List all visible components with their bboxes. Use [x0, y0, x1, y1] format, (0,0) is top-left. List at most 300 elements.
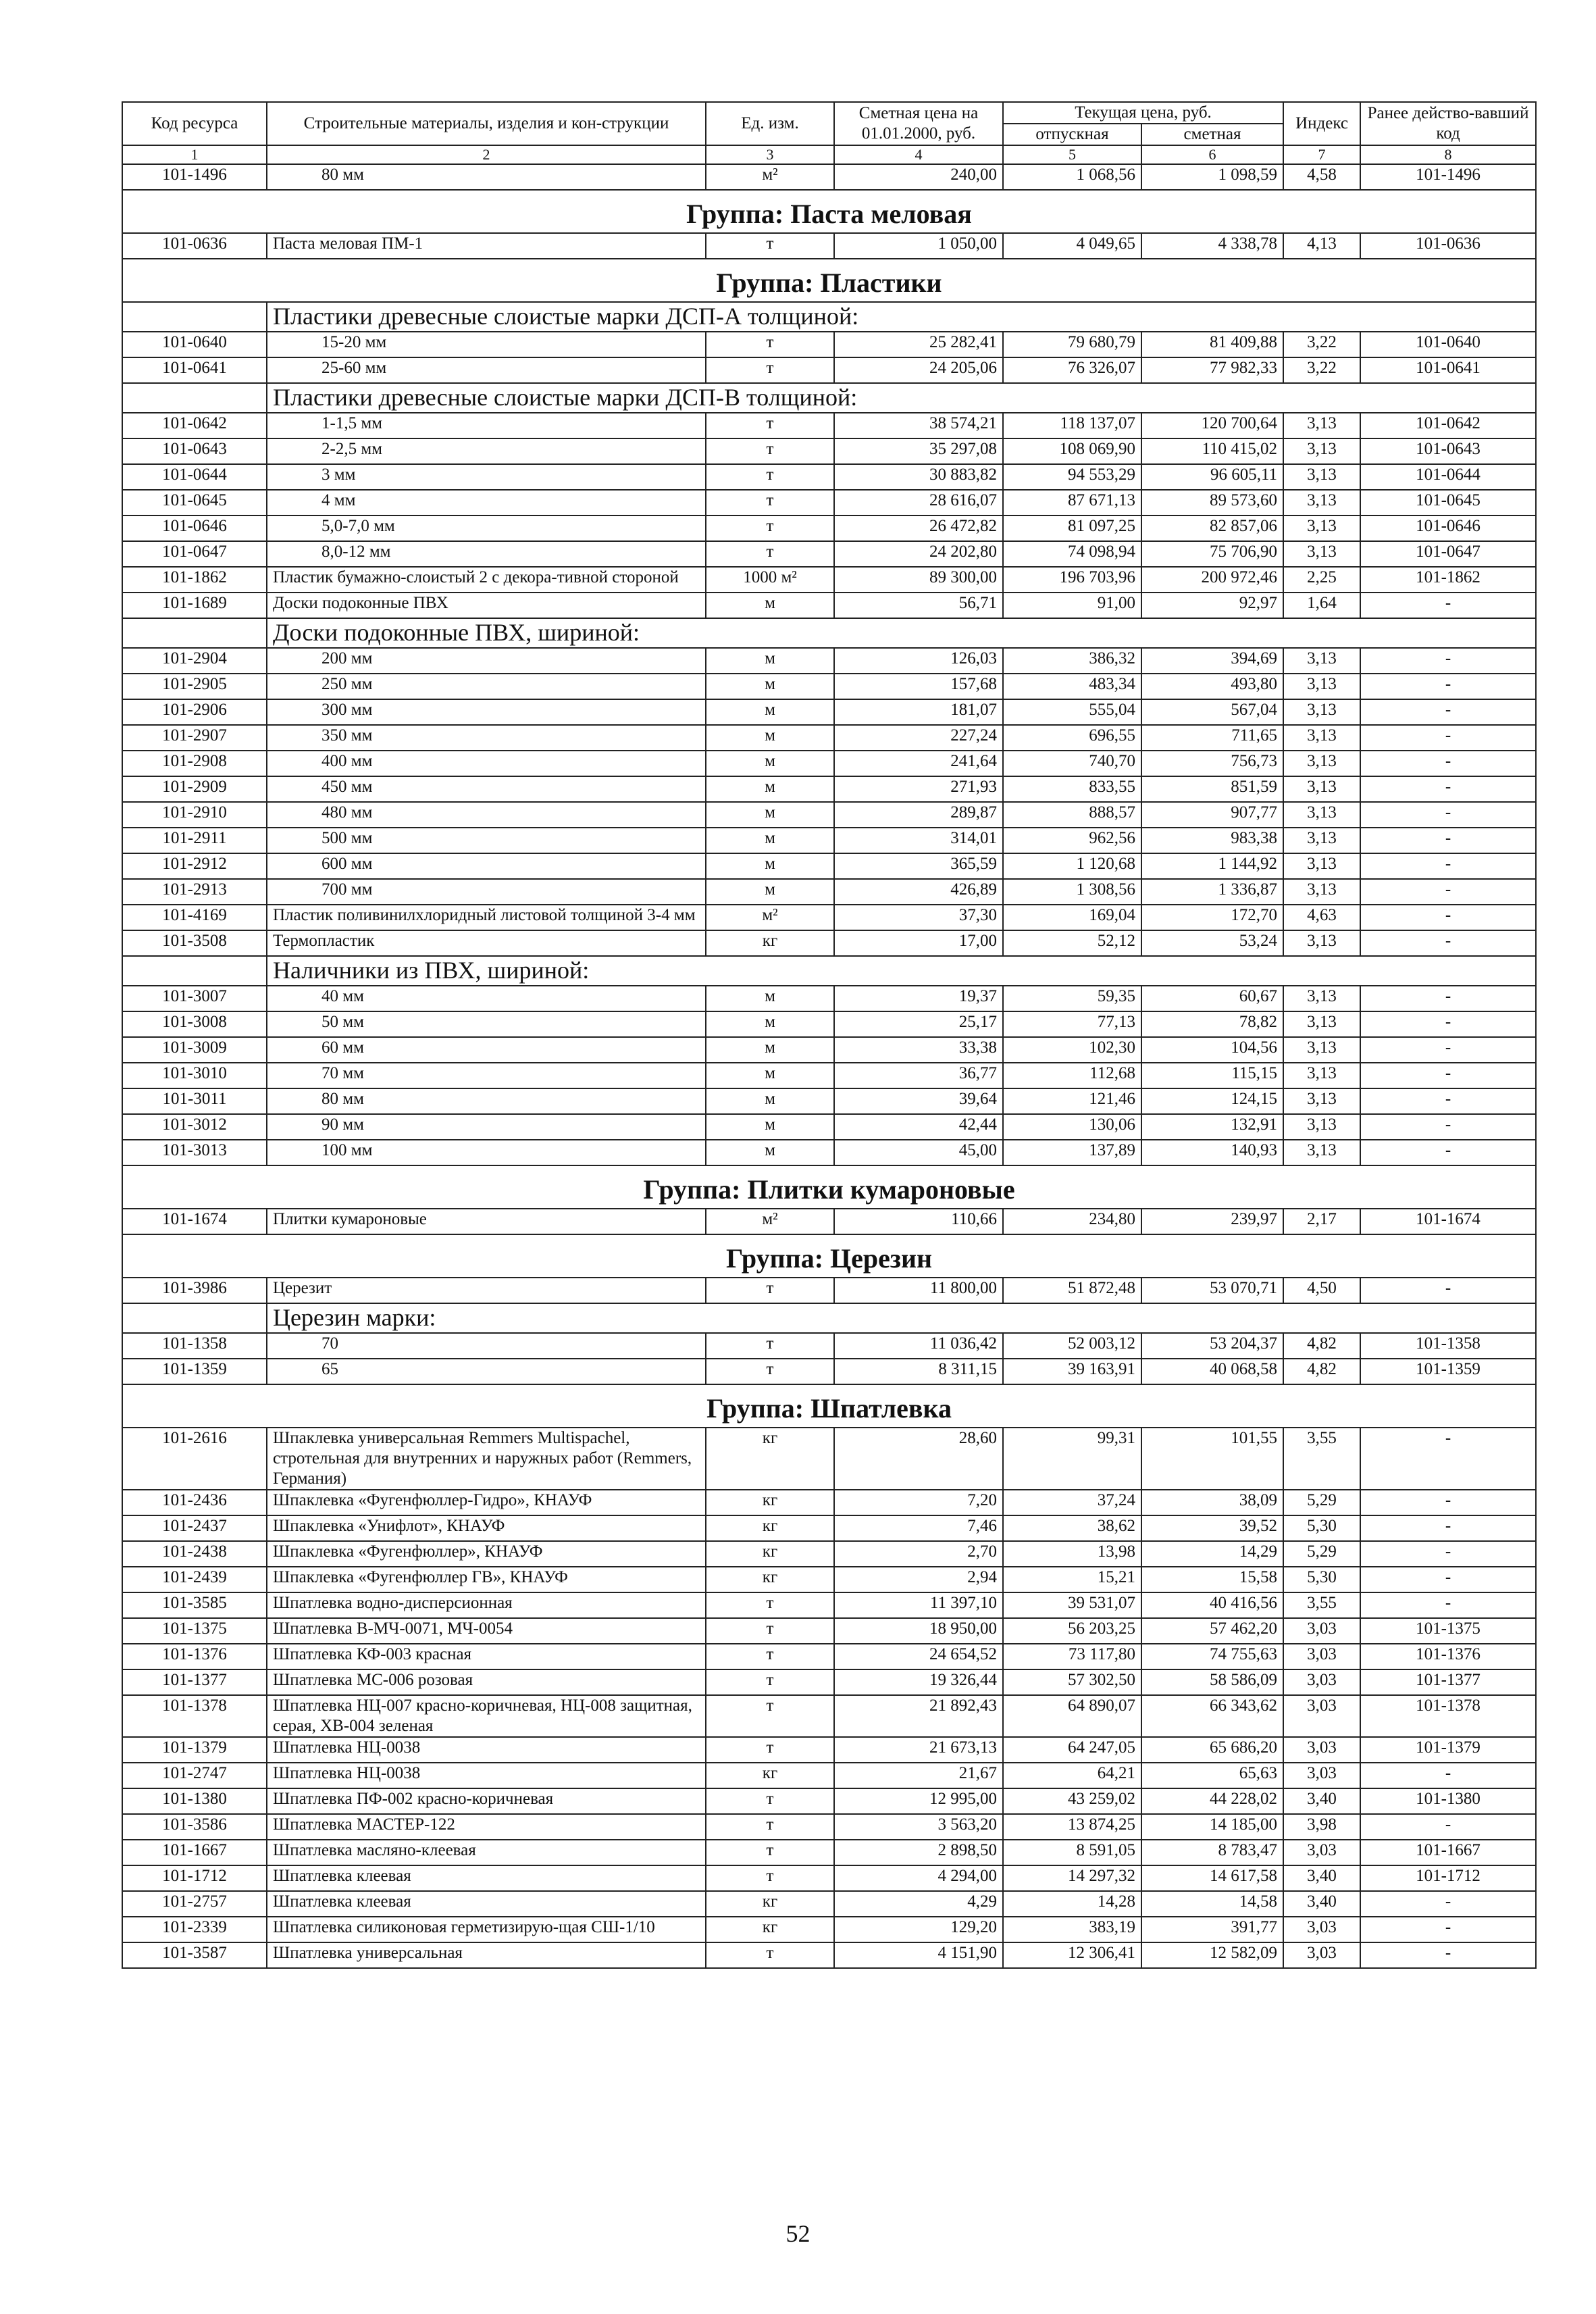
cell-prev-code: 101-0644	[1360, 464, 1536, 490]
cell-unit: м	[706, 1037, 834, 1063]
cell-estimate-price: 15,58	[1141, 1567, 1283, 1592]
cell-base-price: 24 205,06	[834, 357, 1003, 383]
cell-release-price: 108 069,90	[1003, 438, 1141, 464]
cell-release-price: 383,19	[1003, 1917, 1141, 1942]
cell-estimate-price: 96 605,11	[1141, 464, 1283, 490]
table-row	[122, 802, 1536, 828]
cell-estimate-price: 1 098,59	[1141, 164, 1283, 190]
table-row	[122, 828, 1536, 853]
table-row	[122, 1917, 1536, 1942]
cell-index: 3,13	[1283, 1037, 1360, 1063]
cell-release-price: 102,30	[1003, 1037, 1141, 1063]
table-row	[122, 1644, 1536, 1669]
cell-resource-code: 101-1712	[122, 1865, 267, 1891]
cell-estimate-price: 39,52	[1141, 1515, 1283, 1541]
cell-index: 3,13	[1283, 930, 1360, 956]
cell-estimate-price: 57 462,20	[1141, 1618, 1283, 1644]
cell-prev-code: -	[1360, 905, 1536, 930]
cell-index: 4,13	[1283, 233, 1360, 259]
cell-unit: т	[706, 541, 834, 567]
cell-prev-code: 101-1359	[1360, 1359, 1536, 1384]
cell-base-price: 241,64	[834, 751, 1003, 776]
cell-index: 4,82	[1283, 1359, 1360, 1384]
cell-resource-code: 101-0641	[122, 357, 267, 383]
cell-prev-code: -	[1360, 1891, 1536, 1917]
table-body	[122, 164, 1536, 1968]
cell-resource-code: 101-2904	[122, 648, 267, 674]
cell-release-price: 57 302,50	[1003, 1669, 1141, 1695]
cell-release-price: 74 098,94	[1003, 541, 1141, 567]
cell-release-price: 81 097,25	[1003, 515, 1141, 541]
cell-prev-code: 101-0647	[1360, 541, 1536, 567]
cell-unit: т	[706, 332, 834, 357]
cell-estimate-price: 132,91	[1141, 1114, 1283, 1140]
subgroup-heading: Церезин марки:	[267, 1303, 1536, 1333]
cell-material-name: 700 мм	[267, 879, 706, 905]
cell-prev-code: -	[1360, 930, 1536, 956]
cell-estimate-price: 567,04	[1141, 699, 1283, 725]
cell-index: 3,13	[1283, 1140, 1360, 1165]
table-row	[122, 490, 1536, 515]
cell-release-price: 76 326,07	[1003, 357, 1141, 383]
cell-prev-code: -	[1360, 802, 1536, 828]
subgroup-spacer	[122, 956, 267, 986]
cell-estimate-price: 756,73	[1141, 751, 1283, 776]
cell-resource-code: 101-0640	[122, 332, 267, 357]
cell-material-name: 60 мм	[267, 1037, 706, 1063]
cell-prev-code: 101-1378	[1360, 1695, 1536, 1737]
cell-resource-code: 101-3012	[122, 1114, 267, 1140]
cell-material-name: 5,0-7,0 мм	[267, 515, 706, 541]
cell-unit: м²	[706, 1209, 834, 1234]
cell-unit: т	[706, 515, 834, 541]
cell-material-name: 80 мм	[267, 164, 706, 190]
cell-prev-code: 101-1862	[1360, 567, 1536, 593]
cell-estimate-price: 74 755,63	[1141, 1644, 1283, 1669]
subgroup-heading: Наличники из ПВХ, шириной:	[267, 956, 1536, 986]
cell-resource-code: 101-0644	[122, 464, 267, 490]
subgroup-spacer	[122, 383, 267, 413]
cell-base-price: 110,66	[834, 1209, 1003, 1234]
cell-estimate-price: 81 409,88	[1141, 332, 1283, 357]
cell-release-price: 77,13	[1003, 1011, 1141, 1037]
cell-unit: м	[706, 1140, 834, 1165]
cell-index: 3,03	[1283, 1669, 1360, 1695]
table-row	[122, 1140, 1536, 1165]
cell-estimate-price: 851,59	[1141, 776, 1283, 802]
cell-prev-code: -	[1360, 1278, 1536, 1303]
cell-unit: м	[706, 986, 834, 1011]
cell-release-price: 8 591,05	[1003, 1840, 1141, 1865]
cell-release-price: 39 531,07	[1003, 1592, 1141, 1618]
cell-material-name: Шпатлевка МАСТЕР-122	[267, 1814, 706, 1840]
cell-material-name: 500 мм	[267, 828, 706, 853]
cell-material-name: Шпатлевка НЦ-0038	[267, 1737, 706, 1763]
cell-base-price: 2,94	[834, 1567, 1003, 1592]
cell-base-price: 21,67	[834, 1763, 1003, 1788]
cell-unit: м	[706, 1063, 834, 1088]
cell-base-price: 227,24	[834, 725, 1003, 751]
table-row	[122, 1209, 1536, 1234]
header-materials: Строительные материалы, изделия и кон-струкции	[267, 102, 706, 145]
header-unit: Ед. изм.	[706, 102, 834, 145]
cell-release-price: 13 874,25	[1003, 1814, 1141, 1840]
cell-index: 3,13	[1283, 802, 1360, 828]
cell-base-price: 89 300,00	[834, 567, 1003, 593]
cell-resource-code: 101-3586	[122, 1814, 267, 1840]
cell-unit: м	[706, 828, 834, 853]
table-row	[122, 1541, 1536, 1567]
cell-resource-code: 101-1376	[122, 1644, 267, 1669]
cell-base-price: 157,68	[834, 674, 1003, 699]
cell-estimate-price: 53 070,71	[1141, 1278, 1283, 1303]
cell-prev-code: -	[1360, 1063, 1536, 1088]
cell-unit: м	[706, 699, 834, 725]
cell-release-price: 51 872,48	[1003, 1278, 1141, 1303]
cell-prev-code: -	[1360, 648, 1536, 674]
cell-index: 3,03	[1283, 1737, 1360, 1763]
cell-material-name: 480 мм	[267, 802, 706, 828]
cell-unit: 1000 м²	[706, 567, 834, 593]
cell-prev-code: -	[1360, 1037, 1536, 1063]
cell-resource-code: 101-1667	[122, 1840, 267, 1865]
cell-resource-code: 101-1359	[122, 1359, 267, 1384]
cell-prev-code: 101-0643	[1360, 438, 1536, 464]
group-heading: Группа: Плитки кумароновые	[122, 1165, 1536, 1209]
cell-unit: т	[706, 1865, 834, 1891]
cell-material-name: 2-2,5 мм	[267, 438, 706, 464]
cell-index: 3,13	[1283, 751, 1360, 776]
cell-resource-code: 101-1358	[122, 1333, 267, 1359]
cell-estimate-price: 53 204,37	[1141, 1333, 1283, 1359]
cell-unit: т	[706, 464, 834, 490]
cell-base-price: 28,60	[834, 1428, 1003, 1490]
cell-unit: т	[706, 490, 834, 515]
cell-release-price: 13,98	[1003, 1541, 1141, 1567]
cell-release-price: 52,12	[1003, 930, 1141, 956]
cell-release-price: 169,04	[1003, 905, 1141, 930]
cell-resource-code: 101-2908	[122, 751, 267, 776]
cell-base-price: 11 397,10	[834, 1592, 1003, 1618]
cell-unit: т	[706, 1814, 834, 1840]
cell-base-price: 39,64	[834, 1088, 1003, 1114]
cell-resource-code: 101-3008	[122, 1011, 267, 1037]
cell-material-name: Церезит	[267, 1278, 706, 1303]
cell-index: 4,58	[1283, 164, 1360, 190]
cell-base-price: 38 574,21	[834, 413, 1003, 438]
table-row	[122, 1359, 1536, 1384]
table-row	[122, 1865, 1536, 1891]
cell-resource-code: 101-2436	[122, 1490, 267, 1515]
cell-estimate-price: 12 582,09	[1141, 1942, 1283, 1968]
cell-unit: м	[706, 853, 834, 879]
cell-material-name: Шпаклевка универсальная Remmers Multispachel, стротельная для внутренних и наружных работ (Remmers, Германия)	[267, 1428, 706, 1490]
table-row	[122, 1695, 1536, 1737]
table-row	[122, 853, 1536, 879]
cell-prev-code: 101-0640	[1360, 332, 1536, 357]
cell-resource-code: 101-4169	[122, 905, 267, 930]
cell-base-price: 8 311,15	[834, 1359, 1003, 1384]
cell-base-price: 17,00	[834, 930, 1003, 956]
cell-resource-code: 101-1674	[122, 1209, 267, 1234]
cell-release-price: 64,21	[1003, 1763, 1141, 1788]
cell-base-price: 37,30	[834, 905, 1003, 930]
cell-base-price: 365,59	[834, 853, 1003, 879]
cell-index: 5,30	[1283, 1567, 1360, 1592]
table-row	[122, 164, 1536, 190]
cell-prev-code: -	[1360, 1763, 1536, 1788]
cell-prev-code: -	[1360, 776, 1536, 802]
cell-unit: м²	[706, 905, 834, 930]
cell-base-price: 26 472,82	[834, 515, 1003, 541]
group-heading: Группа: Пластики	[122, 259, 1536, 302]
table-row	[122, 1763, 1536, 1788]
cell-estimate-price: 115,15	[1141, 1063, 1283, 1088]
cell-index: 5,30	[1283, 1515, 1360, 1541]
group-heading-row	[122, 1165, 1536, 1209]
cell-unit: кг	[706, 1763, 834, 1788]
cell-unit: т	[706, 413, 834, 438]
cell-release-price: 118 137,07	[1003, 413, 1141, 438]
cell-unit: т	[706, 1737, 834, 1763]
cell-resource-code: 101-3007	[122, 986, 267, 1011]
subgroup-heading: Пластики древесные слоистые марки ДСП-В толщиной:	[267, 383, 1536, 413]
table-row	[122, 515, 1536, 541]
cell-material-name: Термопластик	[267, 930, 706, 956]
header-release-price: отпускная	[1003, 124, 1141, 145]
cell-base-price: 126,03	[834, 648, 1003, 674]
subgroup-spacer	[122, 618, 267, 648]
cell-release-price: 137,89	[1003, 1140, 1141, 1165]
cell-base-price: 2,70	[834, 1541, 1003, 1567]
cell-release-price: 91,00	[1003, 593, 1141, 618]
cell-release-price: 1 120,68	[1003, 853, 1141, 879]
cell-estimate-price: 983,38	[1141, 828, 1283, 853]
subgroup-heading-row	[122, 1303, 1536, 1333]
cell-release-price: 386,32	[1003, 648, 1141, 674]
header-num: 4	[834, 145, 1003, 164]
cell-unit: м²	[706, 164, 834, 190]
table-row	[122, 879, 1536, 905]
group-heading: Группа: Церезин	[122, 1234, 1536, 1278]
cell-prev-code: 101-1496	[1360, 164, 1536, 190]
cell-estimate-price: 104,56	[1141, 1037, 1283, 1063]
cell-prev-code: -	[1360, 593, 1536, 618]
cell-unit: кг	[706, 1541, 834, 1567]
cell-index: 3,13	[1283, 725, 1360, 751]
cell-estimate-price: 394,69	[1141, 648, 1283, 674]
header-index: Индекс	[1283, 102, 1360, 145]
cell-estimate-price: 40 068,58	[1141, 1359, 1283, 1384]
cell-release-price: 12 306,41	[1003, 1942, 1141, 1968]
table-row	[122, 593, 1536, 618]
group-heading-row	[122, 1234, 1536, 1278]
cell-release-price: 15,21	[1003, 1567, 1141, 1592]
cell-resource-code: 101-2910	[122, 802, 267, 828]
cell-unit: м	[706, 1088, 834, 1114]
cell-release-price: 99,31	[1003, 1428, 1141, 1490]
cell-index: 5,29	[1283, 1490, 1360, 1515]
cell-estimate-price: 120 700,64	[1141, 413, 1283, 438]
cell-index: 3,13	[1283, 674, 1360, 699]
cell-estimate-price: 14,58	[1141, 1891, 1283, 1917]
cell-estimate-price: 44 228,02	[1141, 1788, 1283, 1814]
cell-unit: кг	[706, 930, 834, 956]
table-row	[122, 1891, 1536, 1917]
cell-release-price: 64 890,07	[1003, 1695, 1141, 1737]
cell-estimate-price: 77 982,33	[1141, 357, 1283, 383]
cell-prev-code: 101-0645	[1360, 490, 1536, 515]
cell-estimate-price: 140,93	[1141, 1140, 1283, 1165]
cell-prev-code: -	[1360, 853, 1536, 879]
cell-prev-code: -	[1360, 1114, 1536, 1140]
cell-material-name: Шпатлевка НЦ-007 красно-коричневая, НЦ-008 защитная, серая, ХВ-004 зеленая	[267, 1695, 706, 1737]
cell-unit: кг	[706, 1567, 834, 1592]
cell-index: 3,13	[1283, 464, 1360, 490]
subgroup-heading-row	[122, 383, 1536, 413]
cell-estimate-price: 1 336,87	[1141, 879, 1283, 905]
cell-base-price: 271,93	[834, 776, 1003, 802]
cell-index: 3,40	[1283, 1891, 1360, 1917]
price-table	[122, 101, 1537, 1969]
cell-estimate-price: 92,97	[1141, 593, 1283, 618]
cell-release-price: 37,24	[1003, 1490, 1141, 1515]
cell-release-price: 4 049,65	[1003, 233, 1141, 259]
cell-index: 1,64	[1283, 593, 1360, 618]
cell-base-price: 4,29	[834, 1891, 1003, 1917]
cell-material-name: 3 мм	[267, 464, 706, 490]
cell-resource-code: 101-3508	[122, 930, 267, 956]
cell-estimate-price: 82 857,06	[1141, 515, 1283, 541]
cell-estimate-price: 239,97	[1141, 1209, 1283, 1234]
cell-resource-code: 101-3986	[122, 1278, 267, 1303]
cell-prev-code: 101-0641	[1360, 357, 1536, 383]
cell-index: 3,13	[1283, 515, 1360, 541]
cell-estimate-price: 200 972,46	[1141, 567, 1283, 593]
cell-base-price: 25,17	[834, 1011, 1003, 1037]
cell-resource-code: 101-3010	[122, 1063, 267, 1088]
header-estimate-price: сметная	[1141, 124, 1283, 145]
cell-material-name: 600 мм	[267, 853, 706, 879]
cell-prev-code: 101-0642	[1360, 413, 1536, 438]
cell-prev-code: -	[1360, 1088, 1536, 1114]
cell-base-price: 19,37	[834, 986, 1003, 1011]
table-row	[122, 1037, 1536, 1063]
cell-estimate-price: 391,77	[1141, 1917, 1283, 1942]
table-row	[122, 1063, 1536, 1088]
cell-resource-code: 101-2438	[122, 1541, 267, 1567]
cell-base-price: 314,01	[834, 828, 1003, 853]
cell-base-price: 45,00	[834, 1140, 1003, 1165]
cell-resource-code: 101-1862	[122, 567, 267, 593]
table-row	[122, 413, 1536, 438]
header-num: 2	[267, 145, 706, 164]
cell-unit: м	[706, 879, 834, 905]
header-num: 6	[1141, 145, 1283, 164]
cell-base-price: 18 950,00	[834, 1618, 1003, 1644]
cell-material-name: Шпатлевка водно-дисперсионная	[267, 1592, 706, 1618]
cell-resource-code: 101-2339	[122, 1917, 267, 1942]
group-heading: Группа: Паста меловая	[122, 190, 1536, 233]
cell-material-name: Шпатлевка универсальная	[267, 1942, 706, 1968]
subgroup-heading: Доски подоконные ПВХ, шириной:	[267, 618, 1536, 648]
cell-unit: т	[706, 1278, 834, 1303]
header-prev-code: Ранее действо-вавший код	[1360, 102, 1536, 145]
table-row	[122, 1333, 1536, 1359]
cell-resource-code: 101-3009	[122, 1037, 267, 1063]
table-row	[122, 776, 1536, 802]
cell-estimate-price: 124,15	[1141, 1088, 1283, 1114]
cell-estimate-price: 58 586,09	[1141, 1669, 1283, 1695]
cell-prev-code: 101-0636	[1360, 233, 1536, 259]
cell-material-name: Шпатлевка клеевая	[267, 1865, 706, 1891]
cell-material-name: Плитки кумароновые	[267, 1209, 706, 1234]
cell-release-price: 59,35	[1003, 986, 1141, 1011]
cell-unit: м	[706, 802, 834, 828]
cell-material-name: 300 мм	[267, 699, 706, 725]
table-row	[122, 332, 1536, 357]
subgroup-heading-row	[122, 618, 1536, 648]
cell-resource-code: 101-0636	[122, 233, 267, 259]
cell-index: 3,03	[1283, 1644, 1360, 1669]
cell-unit: т	[706, 1644, 834, 1669]
cell-index: 3,13	[1283, 1114, 1360, 1140]
header-num: 1	[122, 145, 267, 164]
cell-estimate-price: 66 343,62	[1141, 1695, 1283, 1737]
cell-release-price: 38,62	[1003, 1515, 1141, 1541]
cell-resource-code: 101-1375	[122, 1618, 267, 1644]
cell-resource-code: 101-2913	[122, 879, 267, 905]
table-row	[122, 986, 1536, 1011]
cell-material-name: 8,0-12 мм	[267, 541, 706, 567]
cell-base-price: 28 616,07	[834, 490, 1003, 515]
table-row	[122, 357, 1536, 383]
cell-resource-code: 101-1378	[122, 1695, 267, 1737]
cell-estimate-price: 60,67	[1141, 986, 1283, 1011]
cell-prev-code: -	[1360, 1490, 1536, 1515]
table-row	[122, 438, 1536, 464]
cell-release-price: 52 003,12	[1003, 1333, 1141, 1359]
cell-release-price: 73 117,80	[1003, 1644, 1141, 1669]
cell-material-name: 15-20 мм	[267, 332, 706, 357]
cell-unit: м	[706, 1114, 834, 1140]
cell-prev-code: -	[1360, 986, 1536, 1011]
cell-estimate-price: 101,55	[1141, 1428, 1283, 1490]
cell-unit: т	[706, 233, 834, 259]
table-row	[122, 567, 1536, 593]
cell-base-price: 181,07	[834, 699, 1003, 725]
header-num: 8	[1360, 145, 1536, 164]
cell-release-price: 962,56	[1003, 828, 1141, 853]
cell-release-price: 87 671,13	[1003, 490, 1141, 515]
cell-release-price: 696,55	[1003, 725, 1141, 751]
cell-base-price: 12 995,00	[834, 1788, 1003, 1814]
cell-resource-code: 101-1380	[122, 1788, 267, 1814]
cell-index: 3,98	[1283, 1814, 1360, 1840]
table-row	[122, 233, 1536, 259]
cell-estimate-price: 172,70	[1141, 905, 1283, 930]
cell-material-name: 90 мм	[267, 1114, 706, 1140]
cell-material-name: 50 мм	[267, 1011, 706, 1037]
cell-unit: т	[706, 1592, 834, 1618]
cell-base-price: 33,38	[834, 1037, 1003, 1063]
table-row	[122, 648, 1536, 674]
group-heading: Группа: Шпатлевка	[122, 1384, 1536, 1428]
header-base-price: Сметная цена на 01.01.2000, руб.	[834, 102, 1003, 145]
cell-material-name: Шпаклевка «Фугенфюллер ГВ», КНАУФ	[267, 1567, 706, 1592]
cell-prev-code: -	[1360, 1917, 1536, 1942]
cell-index: 3,13	[1283, 438, 1360, 464]
